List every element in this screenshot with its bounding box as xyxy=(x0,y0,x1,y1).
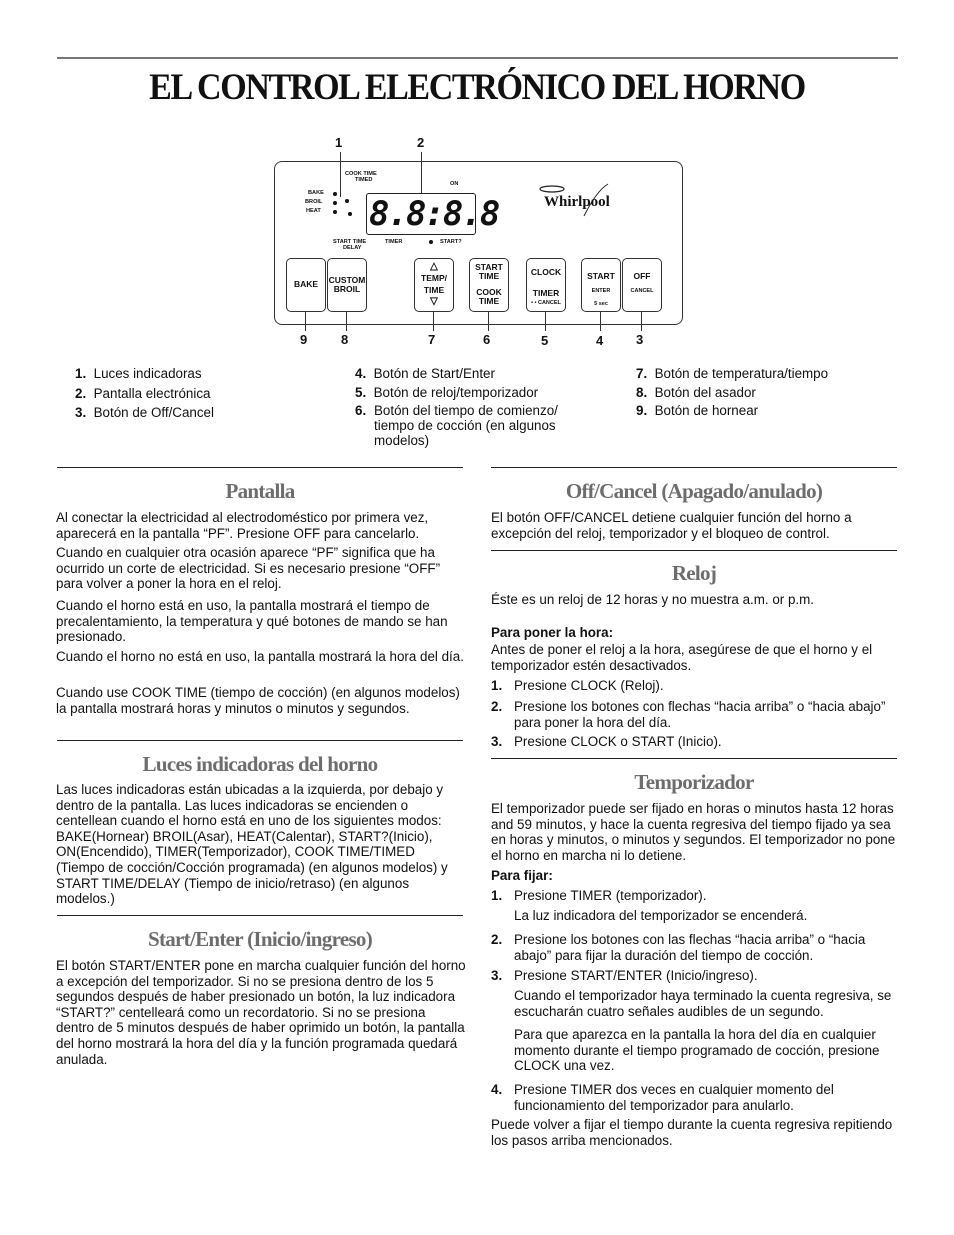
callout-6-line xyxy=(488,311,489,331)
step-number: 2. xyxy=(491,932,503,947)
legend-number: 6. xyxy=(355,403,367,418)
temporizador-step: Presione los botones con las flechas “hacia arriba” o “hacia abajo” para fijar la duración del tiempo de cocción. xyxy=(514,932,866,963)
legend-item: 5. Botón de reloj/temporizador xyxy=(355,385,539,400)
cook-time-label-1: COOK xyxy=(476,287,502,297)
callout-9-line xyxy=(305,311,306,331)
temp-time-label-1: TEMP/ xyxy=(421,273,447,283)
start-time-label-2: TIME xyxy=(478,271,500,281)
indicator-start-q: START? xyxy=(440,239,462,245)
legend-item: 4. Botón de Start/Enter xyxy=(355,366,495,381)
section-heading-temporizador: Temporizador xyxy=(634,770,754,794)
temporizador-step: Presione TIMER dos veces en cualquier momento del funcionamiento del temporizador para anularlo. xyxy=(514,1082,834,1113)
bake-button[interactable] xyxy=(286,258,326,312)
pantalla-paragraph: Cuando en cualquier otra ocasión aparece “PF” significa que ha ocurrido un corte de electricidad. Si es necesario presione “OFF” para volver a poner la hora en el reloj. xyxy=(56,545,441,592)
cook-time-label-2: TIME xyxy=(478,296,500,306)
timer-cancel-label: • • CANCEL xyxy=(531,300,561,306)
clock-label: CLOCK xyxy=(530,267,562,277)
start-label: START xyxy=(587,271,615,281)
legend-item: 9. Botón de hornear xyxy=(636,403,759,418)
start-time-cook-time-button[interactable] xyxy=(469,258,509,312)
custom-broil-label-2: BROIL xyxy=(333,284,361,294)
indicator-delay: DELAY xyxy=(343,245,362,251)
indicator-light xyxy=(345,199,349,203)
reloj-paragraph: Éste es un reloj de 12 horas y no muestra a.m. or p.m. xyxy=(491,592,815,607)
reloj-paragraph: Antes de poner el reloj a la hora, asegúrese de que el horno y el temporizador estén desactivados. xyxy=(491,642,873,673)
indicator-start-time: START TIME xyxy=(333,239,367,245)
pantalla-paragraph: Cuando use COOK TIME (tiempo de cocción) (en algunos modelos) la pantalla mostrará horas y minutos o minutos y segundos. xyxy=(56,685,460,716)
electronic-display xyxy=(366,193,499,235)
temp-time-button[interactable] xyxy=(414,258,454,312)
callout-1: 1 xyxy=(335,135,343,150)
off-cancel-paragraph: El botón OFF/CANCEL detiene cualquier función del horno a excepción del reloj, temporizador y el bloqueo de control. xyxy=(491,510,852,541)
pantalla-paragraph: Cuando el horno está en uso, la pantalla mostrará el tiempo de precalentamiento, la temperatura y qué botones de mando se han presionado. xyxy=(56,598,448,645)
indicator-on: ON xyxy=(450,181,459,187)
pantalla-paragraph: Cuando el horno no está en uso, la pantalla mostrará la hora del día. xyxy=(56,649,464,664)
indicator-light xyxy=(333,192,337,196)
legend-item: 2. Pantalla electrónica xyxy=(75,386,211,401)
off-cancel-label: CANCEL xyxy=(630,288,654,294)
indicator-heat: HEAT xyxy=(306,208,321,214)
up-arrow-icon: △ xyxy=(430,261,438,272)
indicator-timed: TIMED xyxy=(355,177,373,183)
legend-item: Botón del tiempo de comienzo/ tiempo de cocción (en algunos modelos) xyxy=(374,403,558,448)
enter-label: ENTER xyxy=(591,288,611,294)
callout-4-line xyxy=(600,311,601,331)
off-label: OFF xyxy=(633,271,651,281)
indicator-light xyxy=(429,240,433,244)
reloj-step: Presione CLOCK (Reloj). xyxy=(514,678,664,693)
step-number: 3. xyxy=(491,968,503,983)
page-title: EL CONTROL ELECTRÓNICO DEL HORNO xyxy=(149,67,805,108)
top-rule xyxy=(57,57,898,59)
callout-8-line xyxy=(346,311,347,331)
temporizador-step-note: Cuando el temporizador haya terminado la cuenta regresiva, se escucharán cuatro señales audibles de un segundo. xyxy=(514,988,892,1019)
reloj-step: Presione los botones con flechas “hacia arriba” o “hacia abajo” para poner la hora del día. xyxy=(514,699,886,730)
indicator-broil: BROIL xyxy=(305,199,323,205)
logo-text: Whirlpool xyxy=(544,194,610,210)
callout-7: 7 xyxy=(428,332,436,347)
reloj-step: Presione CLOCK o START (Inicio). xyxy=(514,734,722,749)
indicator-cook-time: COOK TIME xyxy=(345,171,377,177)
callout-2: 2 xyxy=(417,135,425,150)
indicator-light xyxy=(333,210,337,214)
callout-8: 8 xyxy=(341,332,349,347)
pantalla-paragraph: Al conectar la electricidad al electrodoméstico por primera vez, aparecerá en la pantalla “PF”. Presione OFF para cancelarlo. xyxy=(56,510,429,541)
display-digits: 8.8:8.8 xyxy=(369,194,499,234)
temporizador-step-note: Para que aparezca en la pantalla la hora del día en cualquier momento durante el tiempo programado de cocción, presione CLOCK una vez. xyxy=(514,1027,880,1074)
step-number: 1. xyxy=(491,678,503,693)
legend-item: 7. Botón de temperatura/tiempo xyxy=(636,366,829,381)
section-heading-reloj: Reloj xyxy=(671,561,717,585)
section-rule xyxy=(491,467,897,468)
custom-broil-label-1: CUSTOM xyxy=(328,275,366,285)
custom-broil-button[interactable] xyxy=(327,258,367,312)
section-heading-luces: Luces indicadoras del horno xyxy=(142,752,378,776)
temporizador-step-note: La luz indicadora del temporizador se encenderá. xyxy=(514,908,808,923)
section-heading-start: Start/Enter (Inicio/ingreso) xyxy=(147,927,373,951)
temporizador-paragraph: Puede volver a fijar el tiempo durante la cuenta regresiva repitiendo los pasos arriba mencionados. xyxy=(491,1117,893,1148)
bake-button-label: BAKE xyxy=(293,279,319,289)
step-number: 2. xyxy=(491,699,503,714)
callout-3: 3 xyxy=(636,332,644,347)
indicator-bake: BAKE xyxy=(308,190,324,196)
legend-item: 8. Botón del asador xyxy=(636,385,756,400)
temporizador-step: Presione TIMER (temporizador). xyxy=(514,888,707,903)
step-number: 3. xyxy=(491,734,503,749)
clock-timer-button[interactable] xyxy=(526,258,566,312)
temporizador-step: Presione START/ENTER (Inicio/ingreso). xyxy=(514,968,758,983)
section-heading-pantalla: Pantalla xyxy=(225,479,295,503)
section-rule xyxy=(491,758,897,759)
callout-5: 5 xyxy=(541,333,549,348)
section-heading-off-cancel: Off/Cancel (Apagado/anulado) xyxy=(565,479,823,503)
callout-7-line xyxy=(433,311,434,331)
five-sec-label: 5 sec xyxy=(594,301,608,307)
section-rule xyxy=(491,550,897,551)
luces-paragraph: Las luces indicadoras están ubicadas a la izquierda, por debajo y dentro de la pantalla. Las luces indicadoras se encienden o centellean cuando el horno está en uno de los siguientes modos: BAKE(Hornear) BROIL(Asar), HEAT(Calentar), START?(Inicio), ON(Encendido), TIMER(Temporizador), COOK TIME/TIMED (Tiempo de cocción/Cocción programada) (en algunos modelos) y START TIME/DELAY (Tiempo de inicio/retraso) (en algunos modelos.) xyxy=(56,782,448,907)
start-paragraph: El botón START/ENTER pone en marcha cualquier función del horno a excepción del temporizador. Si no se presiona dentro de los 5 segundos después de haber presionado un botón, la luz indicadora “START?” centelleará como un recordatorio. Si no se presiona dentro de 5 minutos después de haber oprimido un botón, la pantalla del horno mostrará la hora del día y la función programada quedará anulada. xyxy=(56,958,466,1067)
temporizador-subheading: Para fijar: xyxy=(491,868,553,883)
callout-3-line xyxy=(641,311,642,331)
callout-4: 4 xyxy=(596,333,604,348)
start-time-label-1: START xyxy=(475,262,503,272)
whirlpool-logo xyxy=(538,182,628,218)
temp-time-label-2: TIME xyxy=(423,285,445,295)
callout-6: 6 xyxy=(483,332,491,347)
legend-item: 1. Luces indicadoras xyxy=(75,366,202,381)
indicator-light xyxy=(348,212,352,216)
legend-item: 3. Botón de Off/Cancel xyxy=(75,405,214,420)
callout-5-line xyxy=(545,311,546,331)
temporizador-paragraph: El temporizador puede ser fijado en horas o minutos hasta 12 horas and 59 minutos, y hace la cuenta regresiva del tiempo fijado ya sea en horas y minutos, o minutos y segundos. El temporizador no pone el horno en marcha ni lo detiene. xyxy=(491,801,896,863)
start-enter-button[interactable] xyxy=(581,258,621,312)
callout-9: 9 xyxy=(300,332,308,347)
down-arrow-icon: ▽ xyxy=(430,296,438,307)
section-rule xyxy=(57,740,463,741)
reloj-subheading: Para poner la hora: xyxy=(491,625,614,640)
step-number: 4. xyxy=(491,1082,503,1097)
timer-label: TIMER xyxy=(532,288,560,298)
section-rule xyxy=(57,915,463,916)
off-cancel-button[interactable] xyxy=(622,258,662,312)
indicator-light xyxy=(333,201,337,205)
indicator-timer: TIMER xyxy=(385,239,403,245)
section-rule xyxy=(57,467,463,468)
step-number: 1. xyxy=(491,888,503,903)
